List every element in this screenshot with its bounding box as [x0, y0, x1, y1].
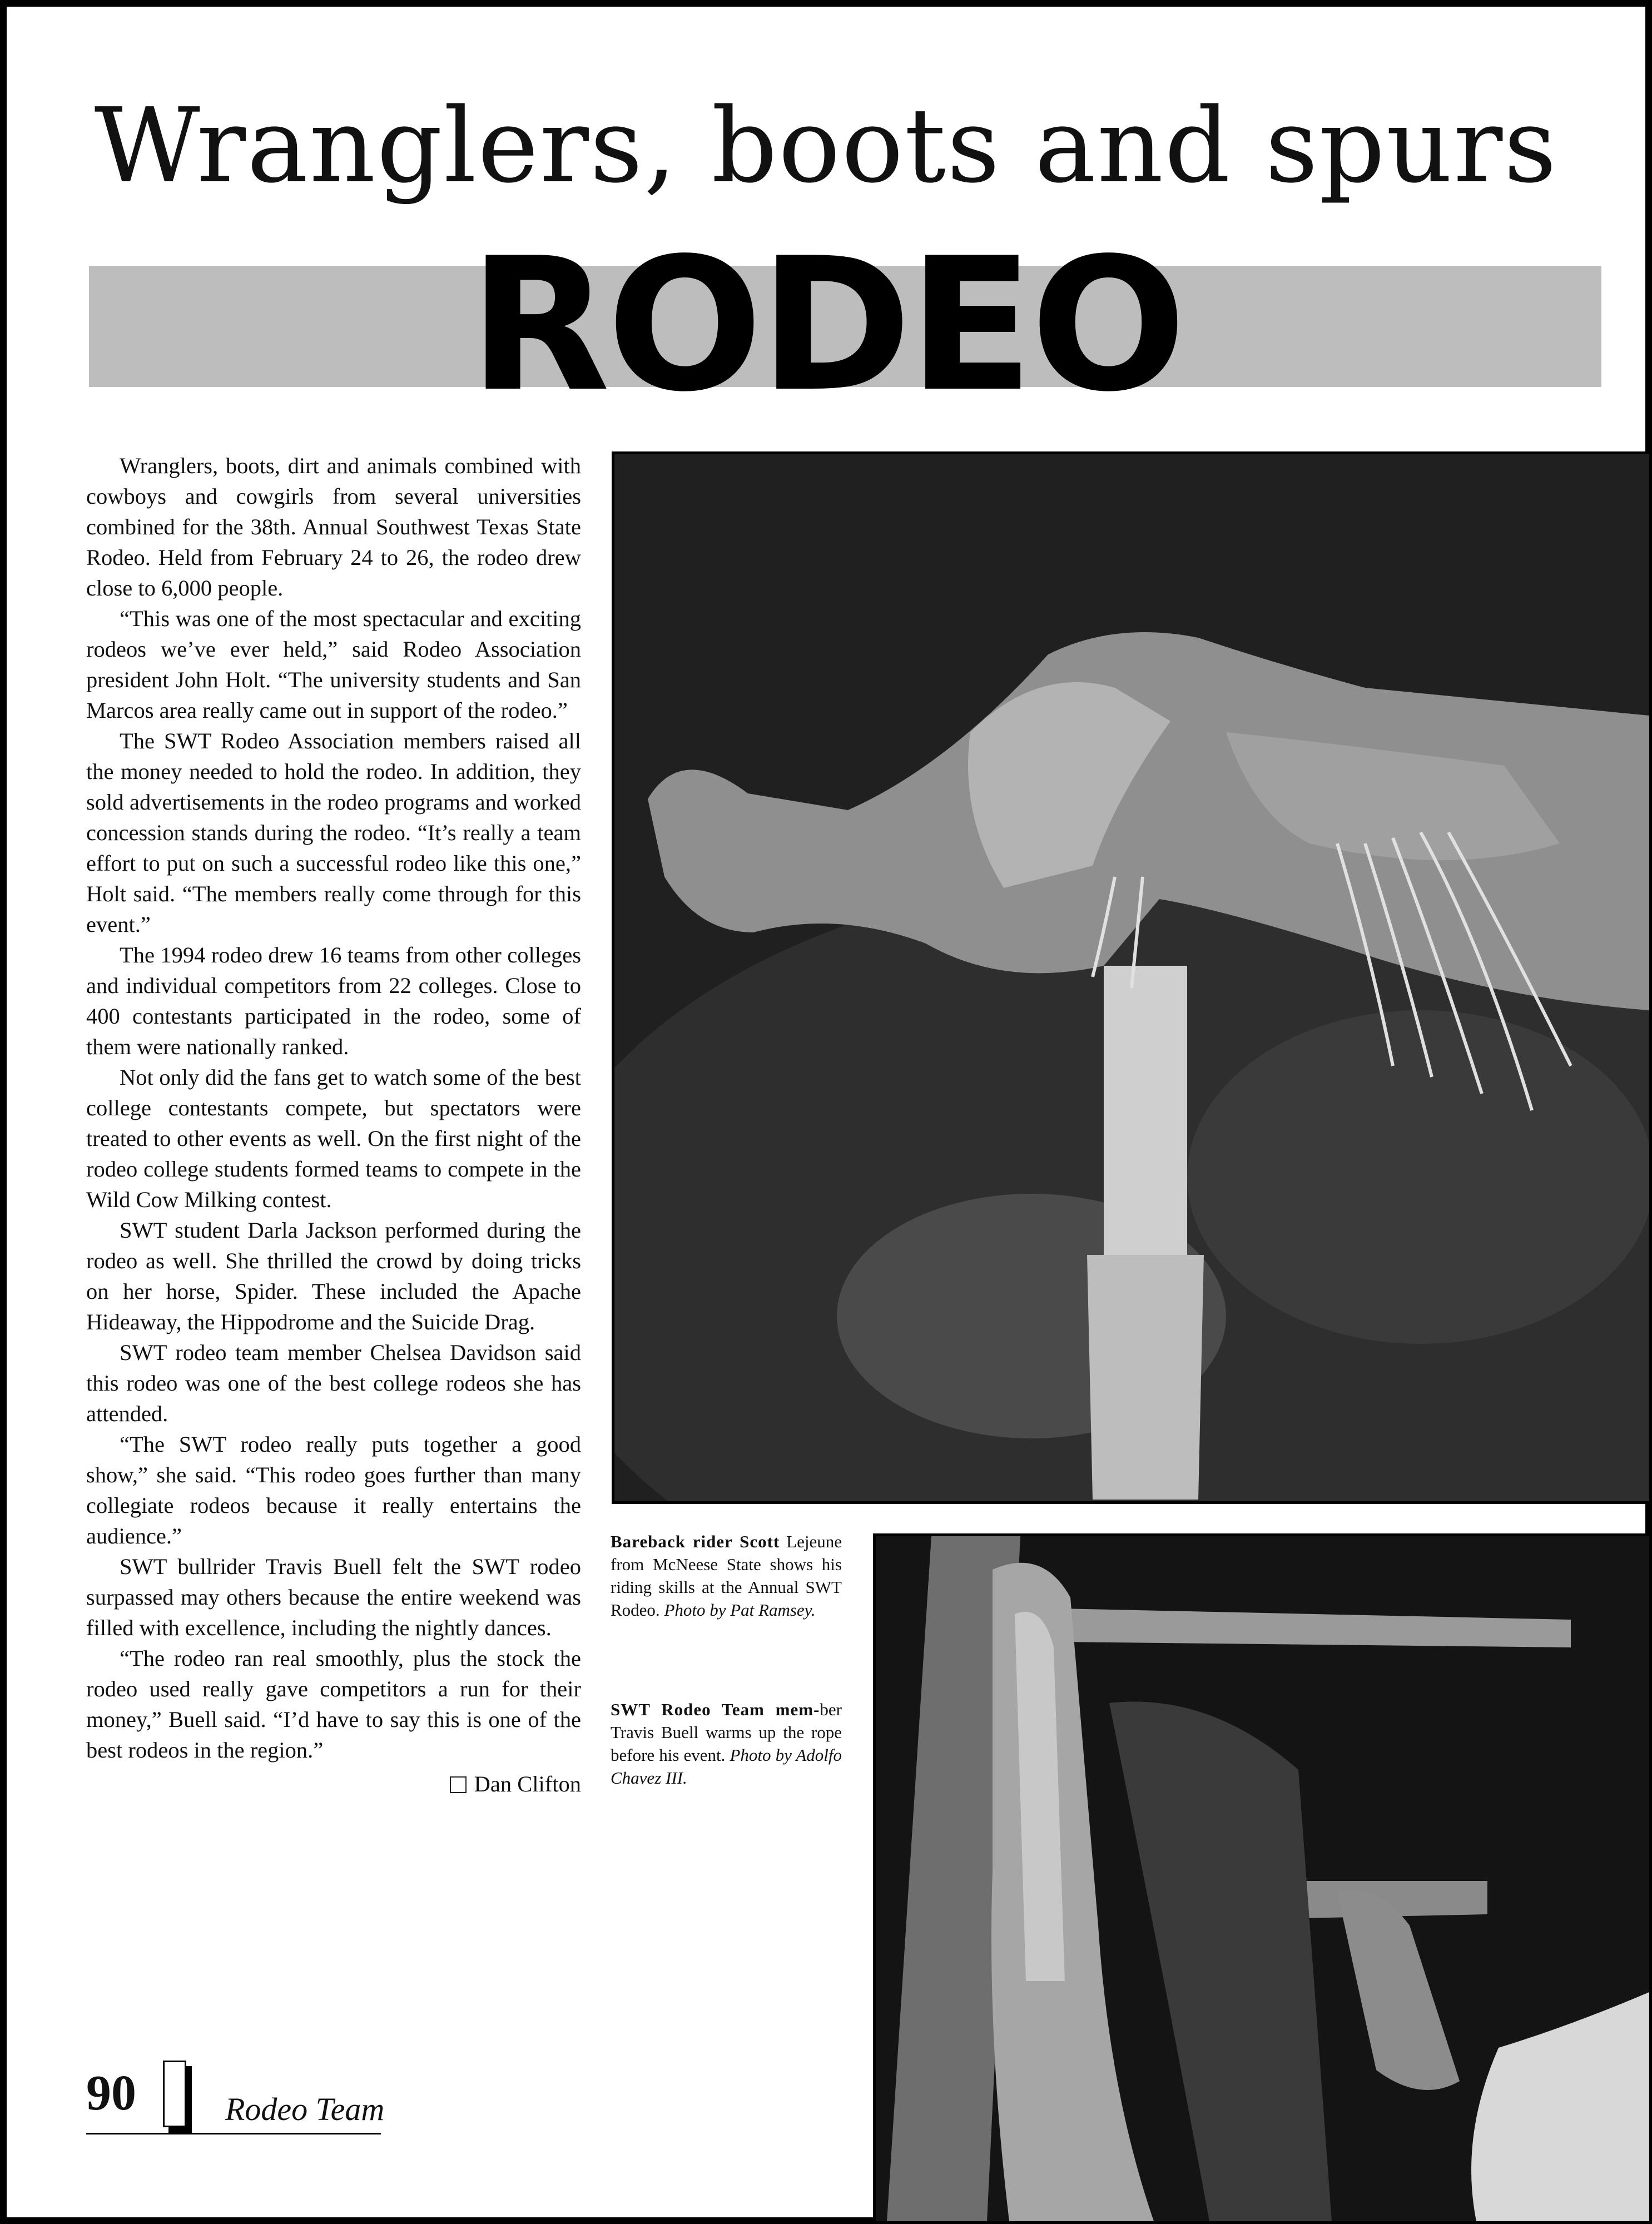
section-banner: RODEO: [469, 219, 1183, 432]
article-paragraph: SWT bullrider Travis Buell felt the SWT rodeo surpassed may others because the entire weekend was filled with excellence, including the nightly dances.: [86, 1554, 581, 1640]
folio-bar: [163, 2061, 186, 2127]
bullrider-rope-image: [876, 1536, 1649, 2221]
article-paragraph: “The SWT rodeo really puts together a good show,” she said. “This rodeo goes further than many collegiate rodeos because it really entertains the audience.”: [86, 1432, 581, 1548]
photo-bullrider-rope: [873, 1533, 1652, 2224]
photo-bareback-rider: [612, 451, 1652, 1504]
square-bullet-icon: [450, 1776, 467, 1793]
bareback-rider-image: [614, 454, 1649, 1501]
article-paragraph: Not only did the fans get to watch some of the best college contestants compete, but spectators were treated to other events as well. On the first night of the rodeo college students formed teams to compete in the Wild Cow Milking contest.: [86, 1065, 581, 1212]
photo-caption-2: [611, 1698, 842, 1789]
article-paragraph: “The rodeo ran real smoothly, plus the stock the rodeo used really gave competitors a run for their money,” Buell said. “I’d have to say this is one of the best rodeos in the region.”: [86, 1646, 581, 1763]
photo-credit: Photo by Pat Ramsey.: [664, 1600, 816, 1620]
caption-lead: SWT Rodeo Team mem-: [611, 1700, 820, 1719]
article-paragraph: “This was one of the most spectacular and exciting rodeos we’ve ever held,” said Rodeo Association president John Holt. “The university students and San Marcos area really came out in support of the rodeo.”: [86, 606, 581, 723]
footer-rule: [86, 2133, 381, 2134]
section-label: Rodeo Team: [225, 2091, 385, 2127]
byline-name: Dan Clifton: [474, 1771, 581, 1796]
photo-caption-1: [611, 1530, 842, 1621]
byline: [86, 1769, 581, 1799]
caption-lead: Bareback rider Scott: [611, 1532, 780, 1551]
article-paragraph: The 1994 rodeo drew 16 teams from other colleges and individual competitors from 22 colleges. Close to 400 contestants participated in the rodeo, some of them were nationally ranked.: [86, 942, 581, 1059]
article-paragraph: SWT student Darla Jackson performed during the rodeo as well. She thrilled the crowd by doing tricks on her horse, Spider. These included the Apache Hideaway, the Hippodrome and the Suicide Drag.: [86, 1218, 581, 1334]
article-paragraph: SWT rodeo team member Chelsea Davidson said this rodeo was one of the best college rodeos she has attended.: [86, 1340, 581, 1426]
article-paragraph: The SWT Rodeo Association members raised all the money needed to hold the rodeo. In addition, they sold advertisements in the rodeo programs and worked concession stands during the rodeo. “It’s really a team effort to put on such a successful rodeo like this one,” Holt said. “The members really come through for this event.”: [86, 728, 581, 937]
caption-body: ber Travis Buell warms up the rope before his event.: [611, 1700, 842, 1765]
article-body: [86, 450, 581, 1799]
article-paragraph: Wranglers, boots, dirt and animals combined with cowboys and cowgirls from several universities combined for the 38th. Annual Southwest Texas State Rodeo. Held from February 24 to 26, the rodeo drew close to 6,000 people.: [86, 453, 581, 600]
photo-credit: Photo by Adolfo Chavez III.: [611, 1745, 842, 1788]
page-number: 90: [86, 2066, 136, 2121]
headline: Wranglers, boots and spurs: [94, 86, 1558, 206]
caption-body: Lejeune from McNeese State shows his riding skills at the Annual SWT Rodeo.: [611, 1532, 842, 1620]
